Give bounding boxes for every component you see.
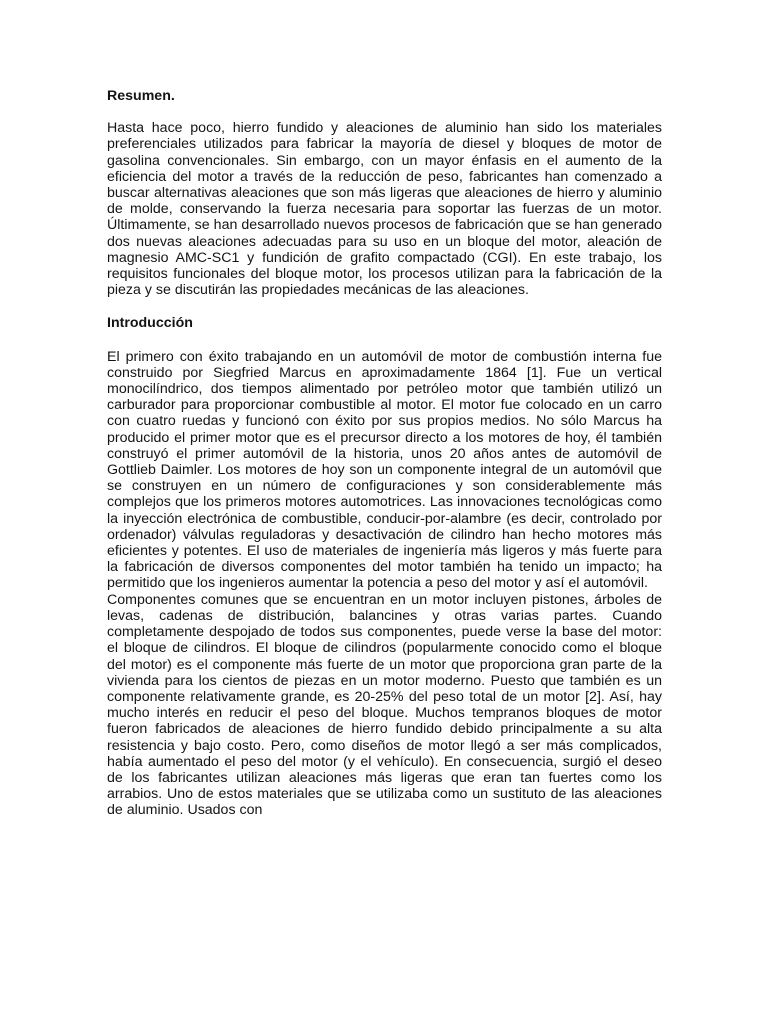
intro-paragraph-2: Componentes comunes que se encuentran en un motor incluyen pistones, árboles de levas, cadenas de distribución, balancines y otras varias partes. Cuando completamente despojado de todos sus componentes, puede verse la base del motor: el bloque de cilindros. El bloque de cilindros (popularmente conocido como el bloque del motor) es el componente más fuerte de un motor que proporciona gran parte de la vivienda para los cientos de piezas en un motor moderno. Puesto que también es un componente relativamente grande, es 20-25% del peso total de un motor [2]. Así, hay mucho interés en reducir el peso del bloque. Muchos tempranos bloques de motor fueron fabricados de aleaciones de hierro fundido debido principalmente a su alta resistencia y bajo costo. Pero, como diseños de motor llegó a ser más complicados, había aumentado el peso del motor (y el vehículo). En consecuencia, surgió el deseo de los fabricantes utilizan aleaciones más ligeras que eran tan fuertes como los arrabios. Uno de estos materiales que se utilizaba como un sustituto de las aleaciones de aluminio. Usados con [107,591,662,819]
resumen-paragraph: Hasta hace poco, hierro fundido y aleaciones de aluminio han sido los materiales preferenciales utilizados para fabricar la mayoría de diesel y bloques de motor de gasolina convencionales. Sin embargo, con un mayor énfasis en el aumento de la eficiencia del motor a través de la reducción de peso, fabricantes han comenzado a buscar alternativas aleaciones que son más ligeras que aleaciones de hierro y aluminio de molde, conservando la fuerza necesaria para soportar las fuerzas de un motor. Últimamente, se han desarrollado nuevos procesos de fabricación que se han generado dos nuevas aleaciones adecuadas para su uso en un bloque del motor, aleación de magnesio AMC-SC1 y fundición de grafito compactado (CGI). En este trabajo, los requisitos funcionales del bloque motor, los procesos utilizan para la fabricación de la pieza y se discutirán las propiedades mecánicas de las aleaciones. [107,120,662,299]
introduccion-heading: Introducción [107,315,193,332]
spacer [107,104,662,120]
spacer [107,332,662,349]
intro-paragraph-1: El primero con éxito trabajando en un automóvil de motor de combustión interna fue construido por Siegfried Marcus en aproximadamente 1864 [1]. Fue un vertical monocilíndrico, dos tiempos alimentado por petróleo motor que también utilizó un carburador para proporcionar combustible al motor. El motor fue colocado en un carro con cuatro ruedas y funcionó con éxito por sus propios medios. No sólo Marcus ha producido el primer motor que es el precursor directo a los motores de hoy, él también construyó el primer automóvil de la historia, unos 20 años antes de automóvil de Gottlieb Daimler. Los motores de hoy son un componente integral de un automóvil que se construyen en un número de configuraciones y son considerablemente más complejos que los primeros motores automotrices. Las innovaciones tecnológicas como la inyección electrónica de combustible, conducir-por-alambre (es decir, controlado por ordenador) válvulas reguladoras y desactivación de cilindro han hecho motores más eficientes y potentes. El uso de materiales de ingeniería más ligeros y más fuerte para la fabricación de diversos componentes del motor también ha tenido un impacto; ha permitido que los ingenieros aumentar la potencia a peso del motor y así el automóvil. [107,348,662,592]
spacer [107,298,662,315]
resumen-heading: Resumen. [107,88,175,104]
document-page [107,88,662,819]
